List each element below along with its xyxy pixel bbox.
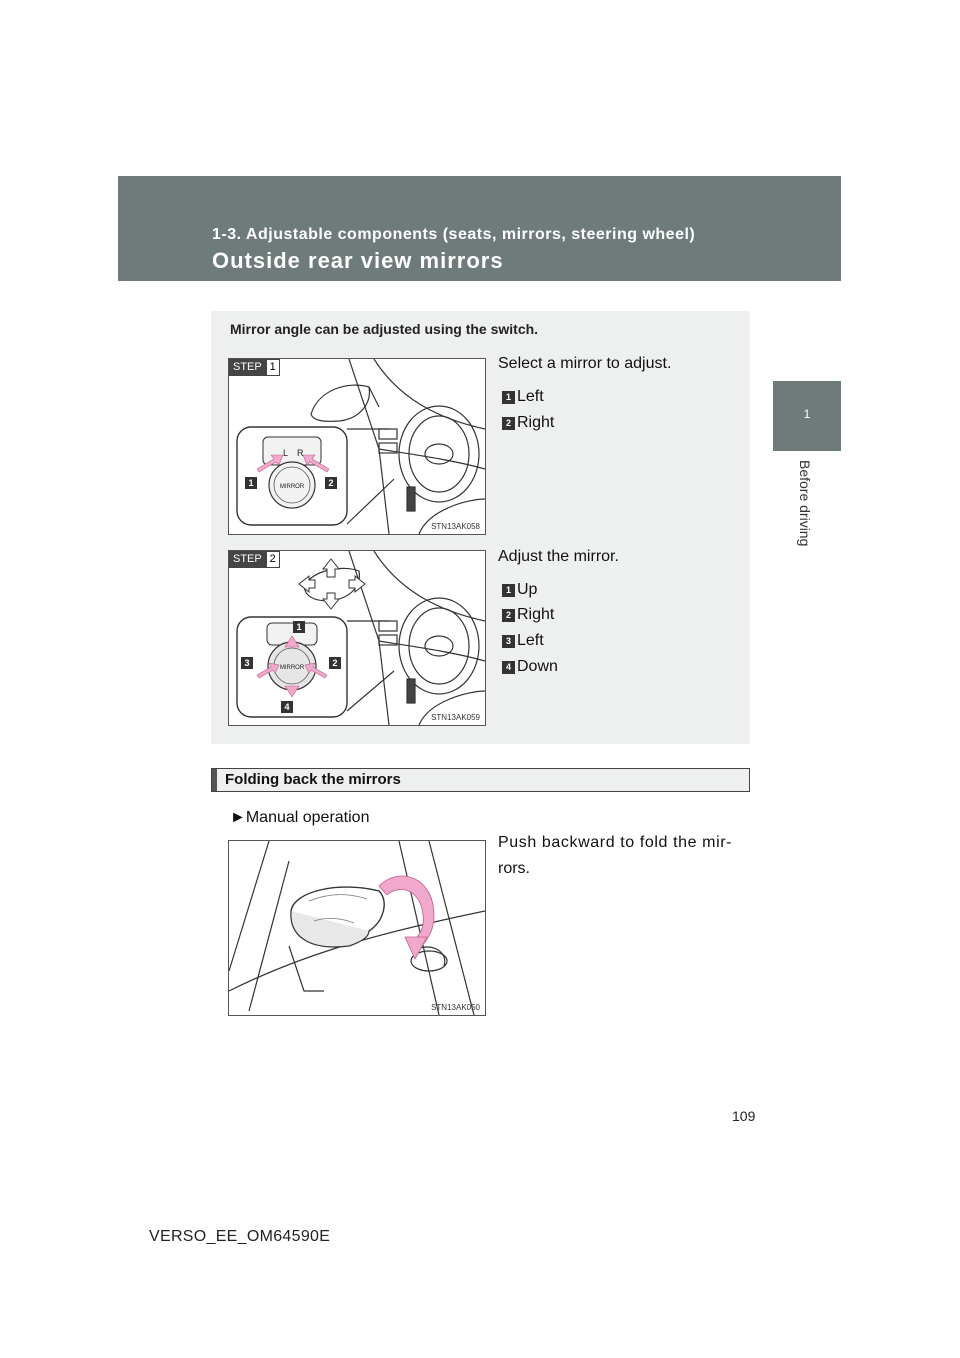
section-title: Folding back the mirrors <box>225 771 401 788</box>
mirror-switch-label: MIRROR <box>279 665 305 671</box>
svg-text:1: 1 <box>248 478 254 488</box>
step1-badge: STEP 1 <box>229 359 280 376</box>
page-number: 109 <box>732 1108 756 1124</box>
step2-item-right: 2 Right <box>502 606 554 624</box>
intro-text: Mirror angle can be adjusted using the switch. <box>230 321 539 337</box>
side-mirror-shape <box>311 385 369 421</box>
figure-code: STN13AK050 <box>431 1003 480 1012</box>
svg-text:2: 2 <box>328 478 334 488</box>
step1-item-right: 2 Right <box>502 414 554 432</box>
section-marker <box>212 769 217 791</box>
chapter-name: Before driving <box>797 460 813 547</box>
step1-figure <box>228 358 486 535</box>
chapter-number: 1 <box>803 407 811 421</box>
section-subtitle: 1-3. Adjustable components (seats, mirrors, steering wheel) <box>212 226 696 243</box>
step2-illustration <box>229 551 485 725</box>
chapter-tab <box>773 381 841 451</box>
l-key-label: L <box>283 448 289 458</box>
step2-badge: STEP 2 <box>229 551 280 568</box>
document-code: VERSO_EE_OM64590E <box>149 1228 331 1245</box>
folding-instruction-line2: rors. <box>498 860 530 877</box>
figure-code: STN13AK058 <box>431 522 480 531</box>
folding-section-header <box>211 768 750 792</box>
step1-item-left: 1 Left <box>502 388 544 406</box>
step1-illustration <box>229 359 485 534</box>
mirror-switch-label: MIRROR <box>279 484 305 490</box>
step2-instruction: Adjust the mirror. <box>498 548 619 565</box>
step2-item-down: 4 Down <box>502 658 558 676</box>
r-key-label: R <box>297 448 304 458</box>
svg-text:4: 4 <box>284 702 290 712</box>
step1-instruction: Select a mirror to adjust. <box>498 355 672 372</box>
step2-figure <box>228 550 486 726</box>
manual-operation-heading: ►Manual operation <box>230 809 370 826</box>
folding-figure <box>228 840 486 1016</box>
folding-illustration <box>229 841 485 1015</box>
svg-text:1: 1 <box>296 622 302 632</box>
svg-text:2: 2 <box>332 658 338 668</box>
folding-instruction-line1: Push backward to fold the mir- <box>498 834 733 851</box>
svg-text:3: 3 <box>244 658 250 668</box>
page-header <box>118 176 841 281</box>
step2-item-up: 1 Up <box>502 581 537 599</box>
figure-code: STN13AK059 <box>431 713 480 722</box>
page-title: Outside rear view mirrors <box>212 248 504 273</box>
step2-item-left: 3 Left <box>502 632 544 650</box>
